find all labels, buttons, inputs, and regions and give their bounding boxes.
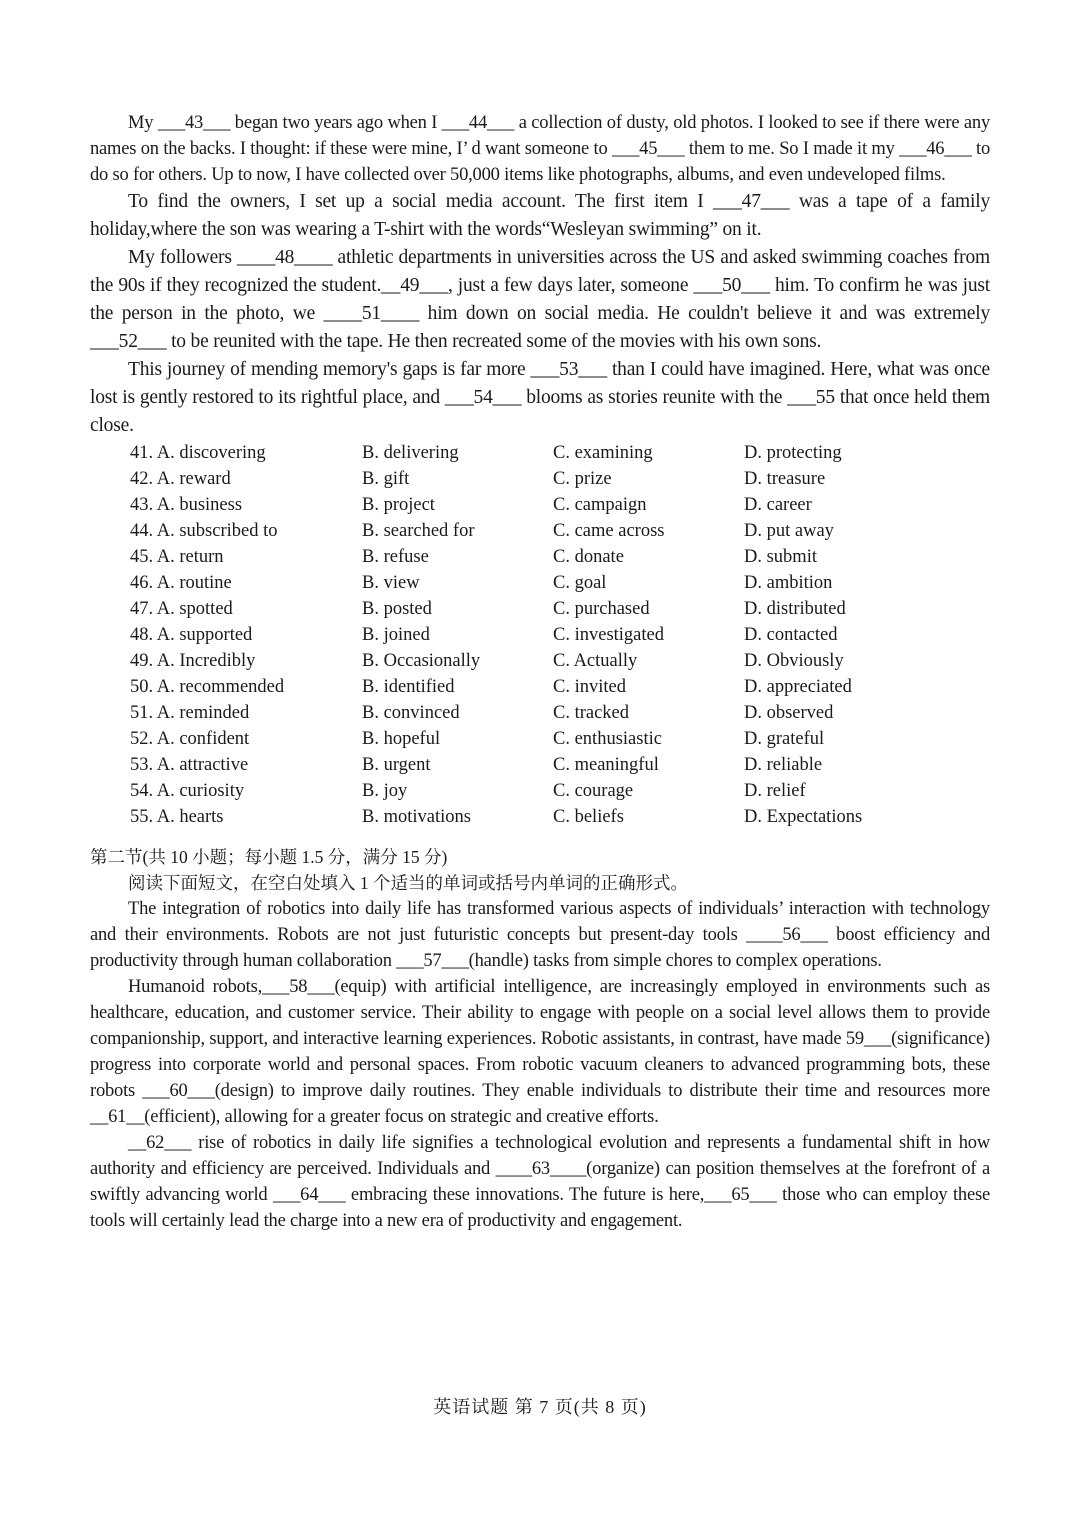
option-row-45 — [90, 544, 990, 570]
option-c: C. courage — [553, 780, 634, 801]
option-d: D. treasure — [744, 468, 826, 489]
option-c: C. donate — [553, 546, 624, 567]
option-a: 43. A. business — [130, 494, 243, 515]
option-b: B. refuse — [362, 546, 429, 567]
option-row-43 — [90, 492, 990, 518]
passage-paragraph-1: My ___43___ began two years ago when I ___44___ a collection of dusty, old photos. I looked to see if there were any names on the backs. I thought: if these were mine, I’ d want someone to ___45___ them to me. So I made it my ___46___ to do so for others. Up to now, I have collected over 50,000 items like photographs, albums, and even undeveloped films. — [90, 113, 990, 185]
section-heading: 第二节(共 10 小题；每小题 1.5 分，满分 15 分) — [90, 847, 448, 867]
option-a: 47. A. spotted — [130, 598, 233, 619]
option-d: D. observed — [744, 702, 834, 723]
grammar-paragraph-1: The integration of robotics into daily life has transformed various aspects of individuals’ interaction with technology and their environments. Robots are not just futuristic concepts but present-day tools ____56___ boost efficiency and productivity through human collaboration ___57___(handle) tasks from simple chores to complex operations. — [90, 899, 990, 971]
option-c: C. campaign — [553, 494, 647, 515]
option-c: C. invited — [553, 676, 626, 697]
option-d: D. career — [744, 494, 812, 515]
option-a: 48. A. supported — [130, 624, 253, 645]
grammar-paragraph-3: __62___ rise of robotics in daily life signifies a technological evolution and represents a fundamental shift in how authority and efficiency are perceived. Individuals and ____63____(organize) can position themselves at the forefront of a swiftly advancing world ___64___ embracing these innovations. The future is here,___65___ those who can employ these tools will certainly lead the charge into a new era of productivity and engagement. — [90, 1133, 990, 1231]
option-row-52 — [90, 726, 990, 752]
option-b: B. searched for — [362, 520, 475, 541]
option-b: B. posted — [362, 598, 432, 619]
option-b: B. delivering — [362, 442, 459, 463]
option-row-49 — [90, 648, 990, 674]
option-b: B. joined — [362, 624, 430, 645]
option-d: D. ambition — [744, 572, 833, 593]
option-row-41 — [90, 440, 990, 466]
option-row-51 — [90, 700, 990, 726]
option-c: C. came across — [553, 520, 665, 541]
option-c: C. examining — [553, 442, 653, 463]
grammar-paragraph-2: Humanoid robots,___58___(equip) with artificial intelligence, are increasingly employed in environments such as healthcare, education, and customer service. Their ability to engage with people on a social level allows them to provide companionship, support, and interactive learning experiences. Robotic assistants, in contrast, have made 59___(significance) progress into corporate world and personal spaces. From robotic vacuum cleaners to advanced programming bots, these robots ___60___(design) to improve daily routines. They enable individuals to distribute their time and resources more __61__(efficient), allowing for a greater focus on strategic and creative efforts. — [90, 977, 990, 1127]
option-c: C. beliefs — [553, 806, 624, 827]
option-d: D. submit — [744, 546, 817, 567]
option-row-48 — [90, 622, 990, 648]
exam-page — [90, 110, 990, 1234]
answer-options-list — [90, 440, 990, 830]
option-d: D. relief — [744, 780, 806, 801]
option-a: 41. A. discovering — [130, 442, 266, 463]
option-row-54 — [90, 778, 990, 804]
option-a: 44. A. subscribed to — [130, 520, 278, 541]
option-a: 52. A. confident — [130, 728, 250, 749]
option-c: C. enthusiastic — [553, 728, 662, 749]
option-row-55 — [90, 804, 990, 830]
option-row-46 — [90, 570, 990, 596]
option-b: B. view — [362, 572, 420, 593]
option-a: 51. A. reminded — [130, 702, 250, 723]
option-a: 49. A. Incredibly — [130, 650, 256, 671]
option-a: 54. A. curiosity — [130, 780, 245, 801]
option-c: C. tracked — [553, 702, 630, 723]
section-instruction: 阅读下面短文，在空白处填入 1 个适当的单词或括号内单词的正确形式。 — [128, 873, 688, 893]
option-d: D. distributed — [744, 598, 846, 619]
option-c: C. meaningful — [553, 754, 659, 775]
option-c: C. prize — [553, 468, 612, 489]
option-d: D. Expectations — [744, 806, 863, 827]
option-d: D. reliable — [744, 754, 823, 775]
option-row-53 — [90, 752, 990, 778]
option-d: D. put away — [744, 520, 834, 541]
option-d: D. grateful — [744, 728, 825, 749]
option-row-42 — [90, 466, 990, 492]
passage-paragraph-2: To find the owners, I set up a social media account. The first item I ___47___ was a tape of a family holiday,where the son was wearing a T-shirt with the words“Wesleyan swimming” on it. — [90, 191, 990, 240]
option-row-47 — [90, 596, 990, 622]
option-b: B. motivations — [362, 806, 471, 827]
option-a: 55. A. hearts — [130, 806, 224, 827]
passage-paragraph-3: My followers ____48____ athletic departments in universities across the US and asked swimming coaches from the 90s if they recognized the student.__49___, just a few days later, someone ___50___ him. To confirm he was just the person in the photo, we ____51____ him down on social media. He couldn't believe it and was extremely ___52___ to be reunited with the tape. He then recreated some of the movies with his own sons. — [90, 247, 990, 352]
option-b: B. convinced — [362, 702, 460, 723]
option-b: B. joy — [362, 780, 408, 801]
option-c: C. Actually — [553, 650, 638, 671]
page-footer: 英语试题 第 7 页(共 8 页) — [433, 1397, 647, 1417]
option-b: B. urgent — [362, 754, 431, 775]
option-a: 45. A. return — [130, 546, 224, 567]
option-row-50 — [90, 674, 990, 700]
option-b: B. hopeful — [362, 728, 441, 749]
option-a: 46. A. routine — [130, 572, 232, 593]
option-d: D. protecting — [744, 442, 842, 463]
option-b: B. Occasionally — [362, 650, 481, 671]
option-d: D. Obviously — [744, 650, 844, 671]
option-c: C. purchased — [553, 598, 650, 619]
option-b: B. identified — [362, 676, 455, 697]
option-b: B. project — [362, 494, 435, 515]
passage-paragraph-4: This journey of mending memory's gaps is far more ___53___ than I could have imagined. Here, what was once lost is gently restored to its rightful place, and ___54___ blooms as stories reunite with the ___55 that once held them close. — [90, 359, 990, 436]
option-a: 42. A. reward — [130, 468, 231, 489]
option-row-44 — [90, 518, 990, 544]
option-c: C. investigated — [553, 624, 664, 645]
option-d: D. contacted — [744, 624, 838, 645]
option-a: 53. A. attractive — [130, 754, 249, 775]
option-d: D. appreciated — [744, 676, 852, 697]
option-c: C. goal — [553, 572, 607, 593]
option-b: B. gift — [362, 468, 410, 489]
option-a: 50. A. recommended — [130, 676, 285, 697]
